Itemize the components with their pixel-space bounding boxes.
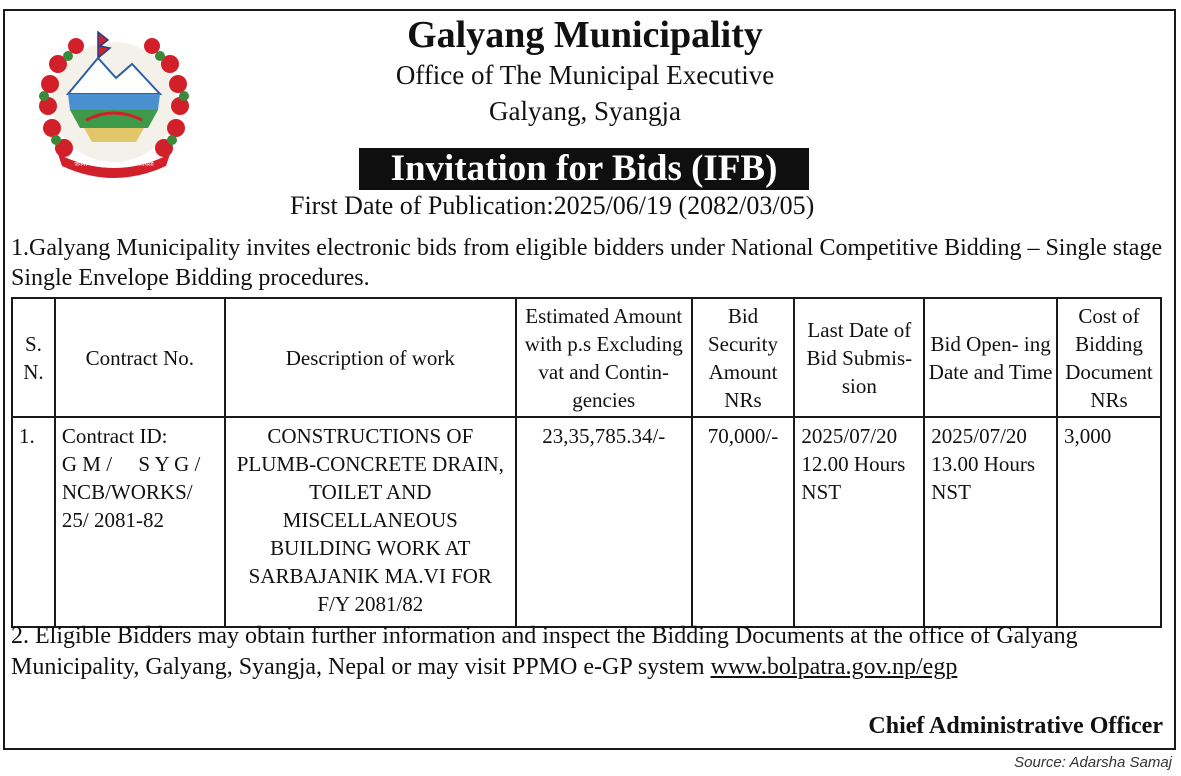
office-location: Galyang, Syangja bbox=[489, 96, 681, 126]
source-credit: Source: Adarsha Samaj bbox=[1014, 754, 1172, 771]
signatory: Chief Administrative Officer bbox=[868, 713, 1163, 739]
cell-opening-date: 2025/07/20 13.00 Hours NST bbox=[924, 417, 1057, 627]
header-description: Description of work bbox=[225, 298, 516, 417]
header-contract-no: Contract No. bbox=[55, 298, 225, 417]
bids-table bbox=[11, 297, 1162, 628]
egp-link[interactable]: www.bolpatra.gov.np/egp bbox=[710, 654, 958, 680]
cell-sn: 1. bbox=[12, 417, 55, 627]
ifb-title: Invitation for Bids (IFB) bbox=[359, 148, 809, 190]
further-info-paragraph bbox=[11, 621, 1171, 683]
cell-contract-no: Contract ID: G M / S Y G / NCB/WORKS/ 25/ 2081-82 bbox=[55, 417, 225, 627]
cell-last-date: 2025/07/20 12.00 Hours NST bbox=[794, 417, 924, 627]
header-estimated-amount: Estimated Amount with p.s Excluding vat and Contin- gencies bbox=[516, 298, 692, 417]
svg-text:जननी जन्मभूमिश्च स्वर्गादपि गर: जननी जन्मभूमिश्च स्वर्गादपि गरीयसी bbox=[74, 161, 154, 168]
header-sn: S. N. bbox=[12, 298, 55, 417]
further-info-text: 2. Eligible Bidders may obtain further information and inspect the Bidding Documents at the office of Galyang Municipality, Galyang, Syangja, Nepal or may visit PPMO e-GP system bbox=[11, 623, 1078, 680]
office-name: Office of The Municipal Executive bbox=[395, 60, 775, 90]
table-row bbox=[12, 417, 1161, 627]
cell-description: CONSTRUCTIONS OF PLUMB-CONCRETE DRAIN, TOILET AND MISCELLANEOUS BUILDING WORK AT SARBAJANIK MA.VI FOR F/Y 2081/82 bbox=[225, 417, 516, 627]
table-header-row bbox=[12, 298, 1161, 417]
cell-estimated-amount: 23,35,785.34/- bbox=[516, 417, 692, 627]
header-last-date: Last Date of Bid Submis- sion bbox=[794, 298, 924, 417]
municipality-name: Galyang Municipality bbox=[407, 14, 763, 56]
cell-bid-security: 70,000/- bbox=[692, 417, 795, 627]
publication-date: First Date of Publication:2025/06/19 (2082/03/05) bbox=[290, 191, 815, 220]
header-bid-security: Bid Security Amount NRs bbox=[692, 298, 795, 417]
header-opening-date: Bid Open- ing Date and Time bbox=[924, 298, 1057, 417]
nepal-emblem-icon bbox=[28, 24, 200, 184]
invitation-paragraph: 1.Galyang Municipality invites electronic bids from eligible bidders under National Competitive Bidding – Single stage Single Envelope Bidding procedures. bbox=[11, 235, 1163, 291]
header-cost: Cost of Bidding Document NRs bbox=[1057, 298, 1161, 417]
cell-cost: 3,000 bbox=[1057, 417, 1161, 627]
